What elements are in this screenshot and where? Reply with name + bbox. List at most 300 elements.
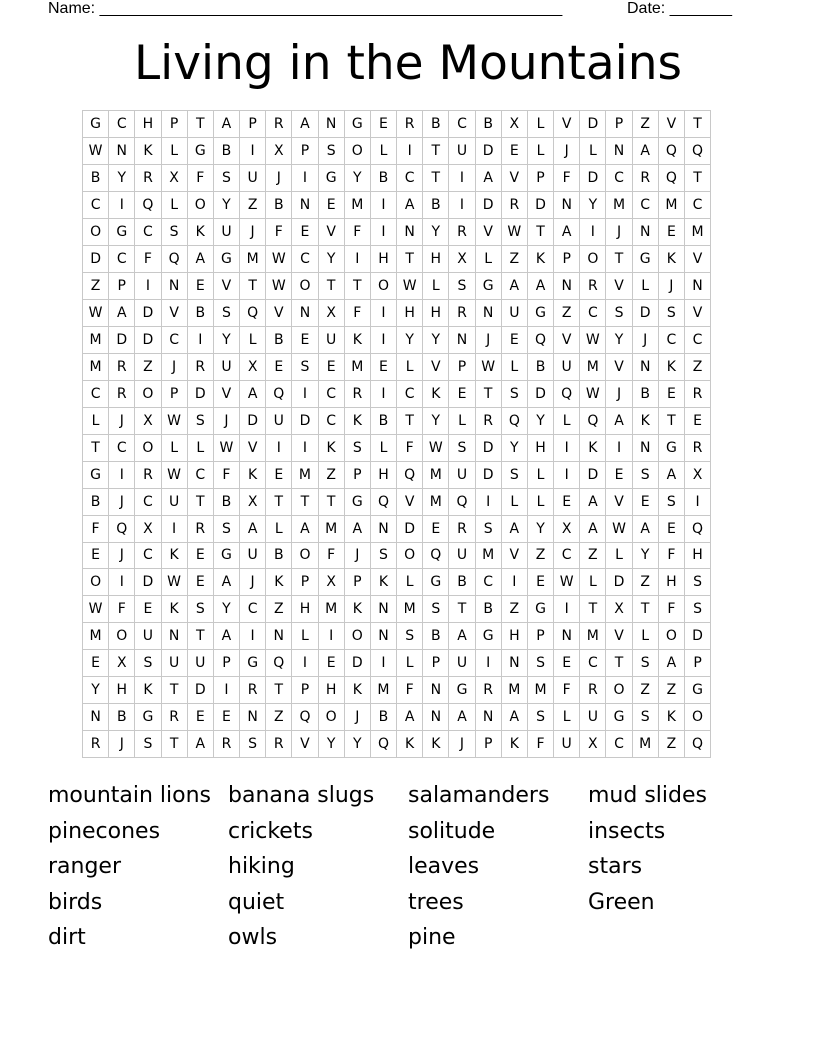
grid-cell: R <box>240 677 266 704</box>
grid-cell: M <box>240 245 266 272</box>
grid-cell: S <box>135 731 161 758</box>
grid-cell: C <box>632 191 658 218</box>
grid-cell: O <box>292 542 318 569</box>
grid-cell: G <box>527 299 553 326</box>
grid-cell: P <box>292 137 318 164</box>
grid-cell: P <box>344 569 370 596</box>
grid-cell: J <box>344 704 370 731</box>
grid-cell: S <box>475 515 501 542</box>
grid-cell: U <box>187 650 213 677</box>
grid-cell: E <box>187 272 213 299</box>
grid-cell: K <box>161 596 187 623</box>
grid-cell: A <box>554 218 580 245</box>
date-field-label: Date: _______ <box>627 0 732 17</box>
grid-cell: M <box>658 191 684 218</box>
grid-cell: N <box>83 704 109 731</box>
grid-cell: O <box>606 677 632 704</box>
grid-cell: B <box>632 380 658 407</box>
grid-cell: O <box>83 218 109 245</box>
grid-cell: H <box>397 299 423 326</box>
grid-row <box>83 272 711 299</box>
grid-cell: W <box>213 434 239 461</box>
grid-cell: P <box>606 111 632 138</box>
grid-cell: U <box>213 218 239 245</box>
grid-cell: V <box>501 164 527 191</box>
grid-row <box>83 380 711 407</box>
grid-cell: Z <box>318 461 344 488</box>
grid-cell: X <box>501 111 527 138</box>
grid-cell: W <box>475 353 501 380</box>
grid-cell: C <box>161 326 187 353</box>
grid-cell: Q <box>684 137 710 164</box>
grid-cell: I <box>370 191 396 218</box>
grid-cell: I <box>318 623 344 650</box>
grid-cell: Q <box>370 488 396 515</box>
grid-cell: N <box>161 623 187 650</box>
grid-cell: R <box>266 731 292 758</box>
grid-cell: I <box>370 650 396 677</box>
grid-cell: C <box>684 326 710 353</box>
grid-cell: J <box>554 137 580 164</box>
grid-cell: F <box>135 245 161 272</box>
grid-cell: W <box>266 272 292 299</box>
grid-cell: S <box>527 704 553 731</box>
grid-cell: R <box>187 515 213 542</box>
grid-cell: K <box>658 245 684 272</box>
grid-cell: P <box>527 623 553 650</box>
grid-cell: D <box>684 623 710 650</box>
grid-cell: M <box>83 623 109 650</box>
grid-cell: T <box>161 731 187 758</box>
grid-cell: B <box>213 137 239 164</box>
grid-row <box>83 353 711 380</box>
grid-cell: I <box>344 245 370 272</box>
grid-cell: X <box>240 488 266 515</box>
grid-cell: I <box>397 137 423 164</box>
grid-cell: G <box>684 677 710 704</box>
grid-cell: T <box>266 488 292 515</box>
grid-cell: Q <box>449 488 475 515</box>
grid-cell: C <box>135 542 161 569</box>
grid-cell: I <box>161 515 187 542</box>
grid-cell: C <box>187 461 213 488</box>
grid-cell: F <box>397 434 423 461</box>
grid-cell: I <box>187 326 213 353</box>
grid-cell: I <box>475 488 501 515</box>
grid-cell: Z <box>266 596 292 623</box>
grid-row <box>83 407 711 434</box>
grid-cell: N <box>606 137 632 164</box>
word-list-item: insects <box>588 818 666 844</box>
word-list-item: dirt <box>48 925 86 950</box>
grid-cell: V <box>240 434 266 461</box>
grid-cell: H <box>318 677 344 704</box>
grid-cell: N <box>632 353 658 380</box>
grid-cell: T <box>187 488 213 515</box>
header-line <box>48 0 748 20</box>
grid-cell: Q <box>161 245 187 272</box>
grid-cell: Y <box>606 326 632 353</box>
grid-cell: E <box>213 704 239 731</box>
grid-cell: Z <box>501 596 527 623</box>
grid-cell: L <box>397 353 423 380</box>
grid-cell: C <box>606 164 632 191</box>
grid-cell: K <box>240 461 266 488</box>
grid-row <box>83 191 711 218</box>
grid-cell: U <box>449 137 475 164</box>
grid-cell: B <box>370 164 396 191</box>
grid-cell: Q <box>684 731 710 758</box>
word-list-item: pinecones <box>48 818 161 844</box>
grid-cell: W <box>423 434 449 461</box>
grid-cell: F <box>266 218 292 245</box>
grid-cell: T <box>684 164 710 191</box>
grid-row <box>83 434 711 461</box>
grid-cell: Y <box>423 326 449 353</box>
grid-cell: H <box>423 299 449 326</box>
grid-cell: F <box>213 461 239 488</box>
grid-cell: S <box>658 488 684 515</box>
grid-cell: K <box>135 137 161 164</box>
grid-cell: A <box>658 461 684 488</box>
grid-cell: O <box>318 704 344 731</box>
grid-cell: P <box>161 380 187 407</box>
grid-cell: I <box>135 272 161 299</box>
grid-cell: I <box>292 164 318 191</box>
grid-cell: M <box>423 488 449 515</box>
grid-cell: F <box>527 731 553 758</box>
grid-cell: N <box>161 272 187 299</box>
word-list-item: salamanders <box>408 783 550 808</box>
grid-cell: Y <box>318 245 344 272</box>
grid-row <box>83 677 711 704</box>
grid-cell: H <box>292 596 318 623</box>
grid-cell: E <box>83 542 109 569</box>
grid-cell: V <box>161 299 187 326</box>
grid-cell: J <box>109 731 135 758</box>
grid-cell: S <box>684 569 710 596</box>
grid-cell: B <box>370 704 396 731</box>
grid-cell: A <box>658 650 684 677</box>
grid-cell: Y <box>213 596 239 623</box>
grid-cell: P <box>292 569 318 596</box>
grid-cell: I <box>449 164 475 191</box>
grid-cell: W <box>501 218 527 245</box>
grid-cell: T <box>83 434 109 461</box>
grid-cell: S <box>187 407 213 434</box>
grid-cell: F <box>554 677 580 704</box>
grid-cell: N <box>475 704 501 731</box>
grid-row <box>83 326 711 353</box>
grid-cell: Z <box>83 272 109 299</box>
grid-cell: A <box>187 731 213 758</box>
grid-cell: I <box>292 380 318 407</box>
grid-cell: M <box>344 191 370 218</box>
grid-cell: A <box>632 515 658 542</box>
grid-cell: V <box>266 299 292 326</box>
grid-cell: V <box>684 245 710 272</box>
grid-cell: R <box>109 353 135 380</box>
grid-cell: Q <box>684 515 710 542</box>
grid-cell: S <box>213 515 239 542</box>
grid-cell: D <box>475 461 501 488</box>
grid-cell: Z <box>135 353 161 380</box>
grid-cell: K <box>658 704 684 731</box>
grid-cell: L <box>527 137 553 164</box>
grid-cell: J <box>109 407 135 434</box>
grid-row <box>83 569 711 596</box>
grid-cell: E <box>135 596 161 623</box>
grid-cell: S <box>632 650 658 677</box>
grid-cell: I <box>370 218 396 245</box>
word-list-item: trees <box>408 889 464 915</box>
grid-cell: F <box>658 596 684 623</box>
grid-cell: B <box>449 569 475 596</box>
grid-cell: P <box>527 164 553 191</box>
grid-row <box>83 137 711 164</box>
grid-cell: C <box>397 164 423 191</box>
grid-cell: J <box>606 218 632 245</box>
grid-cell: B <box>187 299 213 326</box>
grid-cell: B <box>527 353 553 380</box>
grid-cell: T <box>684 111 710 138</box>
grid-row <box>83 164 711 191</box>
grid-cell: O <box>83 569 109 596</box>
word-list-item: solitude <box>408 818 496 844</box>
grid-cell: W <box>580 326 606 353</box>
grid-cell: Y <box>501 434 527 461</box>
grid-cell: S <box>213 164 239 191</box>
grid-cell: T <box>266 677 292 704</box>
grid-cell: N <box>370 596 396 623</box>
grid-cell: K <box>580 434 606 461</box>
grid-cell: L <box>370 137 396 164</box>
grid-cell: X <box>135 515 161 542</box>
grid-cell: Z <box>580 542 606 569</box>
grid-cell: J <box>266 164 292 191</box>
grid-cell: K <box>187 218 213 245</box>
grid-cell: D <box>580 461 606 488</box>
grid-cell: D <box>83 245 109 272</box>
grid-cell: A <box>109 299 135 326</box>
grid-cell: D <box>475 191 501 218</box>
grid-cell: I <box>109 461 135 488</box>
grid-cell: E <box>187 542 213 569</box>
grid-cell: L <box>580 569 606 596</box>
grid-cell: N <box>684 272 710 299</box>
grid-cell: I <box>109 569 135 596</box>
grid-cell: P <box>554 245 580 272</box>
grid-cell: X <box>318 299 344 326</box>
grid-cell: L <box>527 488 553 515</box>
grid-cell: V <box>606 272 632 299</box>
grid-cell: D <box>109 326 135 353</box>
grid-cell: P <box>161 111 187 138</box>
grid-cell: X <box>606 596 632 623</box>
grid-cell: M <box>318 596 344 623</box>
grid-cell: H <box>135 111 161 138</box>
grid-cell: V <box>684 299 710 326</box>
grid-cell: K <box>370 569 396 596</box>
grid-row <box>83 299 711 326</box>
grid-cell: N <box>423 704 449 731</box>
grid-cell: S <box>423 596 449 623</box>
grid-cell: M <box>580 623 606 650</box>
word-list-item: ranger <box>48 854 122 879</box>
grid-cell: W <box>161 569 187 596</box>
grid-cell: I <box>370 380 396 407</box>
grid-cell: D <box>187 380 213 407</box>
name-field-label: Name: ____________________________________________________ <box>48 0 563 17</box>
grid-cell: E <box>684 407 710 434</box>
grid-cell: D <box>527 191 553 218</box>
grid-cell: L <box>632 272 658 299</box>
grid-cell: L <box>449 407 475 434</box>
grid-cell: D <box>475 137 501 164</box>
grid-cell: S <box>501 461 527 488</box>
grid-cell: E <box>658 515 684 542</box>
grid-cell: C <box>580 299 606 326</box>
grid-cell: M <box>580 353 606 380</box>
grid-cell: S <box>606 299 632 326</box>
grid-cell: C <box>109 245 135 272</box>
grid-cell: I <box>266 434 292 461</box>
grid-cell: L <box>501 488 527 515</box>
grid-cell: Q <box>658 164 684 191</box>
grid-cell: Q <box>527 326 553 353</box>
word-list-item: pine <box>408 925 456 950</box>
grid-cell: U <box>213 353 239 380</box>
grid-cell: H <box>109 677 135 704</box>
grid-cell: F <box>318 542 344 569</box>
grid-cell: N <box>554 623 580 650</box>
grid-row <box>83 623 711 650</box>
grid-cell: M <box>632 731 658 758</box>
word-search-grid <box>82 110 711 758</box>
grid-cell: S <box>135 650 161 677</box>
grid-cell: S <box>240 731 266 758</box>
grid-cell: F <box>397 677 423 704</box>
grid-cell: S <box>684 596 710 623</box>
grid-cell: V <box>606 623 632 650</box>
grid-cell: A <box>632 137 658 164</box>
grid-cell: T <box>187 111 213 138</box>
grid-cell: D <box>527 380 553 407</box>
grid-cell: D <box>475 434 501 461</box>
grid-cell: B <box>266 326 292 353</box>
grid-cell: B <box>83 488 109 515</box>
grid-cell: I <box>554 434 580 461</box>
grid-cell: Q <box>423 542 449 569</box>
grid-cell: K <box>135 677 161 704</box>
grid-cell: G <box>318 164 344 191</box>
grid-cell: V <box>658 111 684 138</box>
grid-cell: K <box>344 326 370 353</box>
grid-cell: A <box>501 704 527 731</box>
grid-cell: Y <box>632 542 658 569</box>
grid-cell: K <box>658 353 684 380</box>
grid-cell: Y <box>344 731 370 758</box>
word-list-item: Green <box>588 889 655 915</box>
grid-cell: P <box>449 353 475 380</box>
grid-cell: G <box>213 245 239 272</box>
grid-cell: Q <box>240 299 266 326</box>
grid-cell: H <box>370 461 396 488</box>
grid-cell: I <box>240 137 266 164</box>
grid-cell: T <box>423 137 449 164</box>
grid-cell: L <box>370 434 396 461</box>
grid-cell: S <box>397 623 423 650</box>
grid-cell: P <box>109 272 135 299</box>
grid-cell: F <box>187 164 213 191</box>
grid-cell: Z <box>658 731 684 758</box>
grid-cell: B <box>109 704 135 731</box>
grid-cell: U <box>554 353 580 380</box>
grid-row <box>83 218 711 245</box>
grid-cell: S <box>292 353 318 380</box>
grid-cell: U <box>135 623 161 650</box>
grid-cell: L <box>501 353 527 380</box>
grid-cell: K <box>527 245 553 272</box>
grid-cell: N <box>554 272 580 299</box>
grid-cell: J <box>632 326 658 353</box>
grid-cell: B <box>213 488 239 515</box>
grid-cell: J <box>240 218 266 245</box>
grid-cell: U <box>318 326 344 353</box>
grid-cell: S <box>213 299 239 326</box>
grid-cell: A <box>292 111 318 138</box>
word-list-item: crickets <box>228 818 313 844</box>
grid-cell: R <box>501 191 527 218</box>
grid-row <box>83 596 711 623</box>
grid-cell: K <box>344 677 370 704</box>
grid-cell: I <box>449 191 475 218</box>
grid-cell: C <box>684 191 710 218</box>
grid-cell: N <box>370 515 396 542</box>
grid-cell: F <box>83 515 109 542</box>
grid-cell: T <box>292 488 318 515</box>
grid-cell: S <box>449 434 475 461</box>
grid-cell: L <box>161 191 187 218</box>
grid-cell: T <box>475 380 501 407</box>
grid-cell: U <box>449 542 475 569</box>
grid-cell: Q <box>658 137 684 164</box>
grid-cell: E <box>318 353 344 380</box>
grid-cell: G <box>344 488 370 515</box>
grid-cell: D <box>135 569 161 596</box>
grid-cell: T <box>606 245 632 272</box>
grid-cell: C <box>83 380 109 407</box>
grid-cell: Q <box>397 461 423 488</box>
grid-cell: I <box>554 596 580 623</box>
grid-cell: E <box>554 488 580 515</box>
grid-cell: L <box>187 434 213 461</box>
grid-cell: J <box>109 542 135 569</box>
grid-cell: E <box>292 326 318 353</box>
word-list-item: mud slides <box>588 783 707 808</box>
grid-cell: R <box>135 164 161 191</box>
grid-cell: B <box>475 111 501 138</box>
grid-cell: Z <box>240 191 266 218</box>
grid-cell: E <box>527 569 553 596</box>
grid-cell: O <box>658 623 684 650</box>
grid-cell: I <box>606 434 632 461</box>
grid-cell: W <box>397 272 423 299</box>
grid-cell: T <box>344 272 370 299</box>
grid-cell: J <box>658 272 684 299</box>
grid-cell: R <box>684 434 710 461</box>
grid-cell: R <box>632 164 658 191</box>
